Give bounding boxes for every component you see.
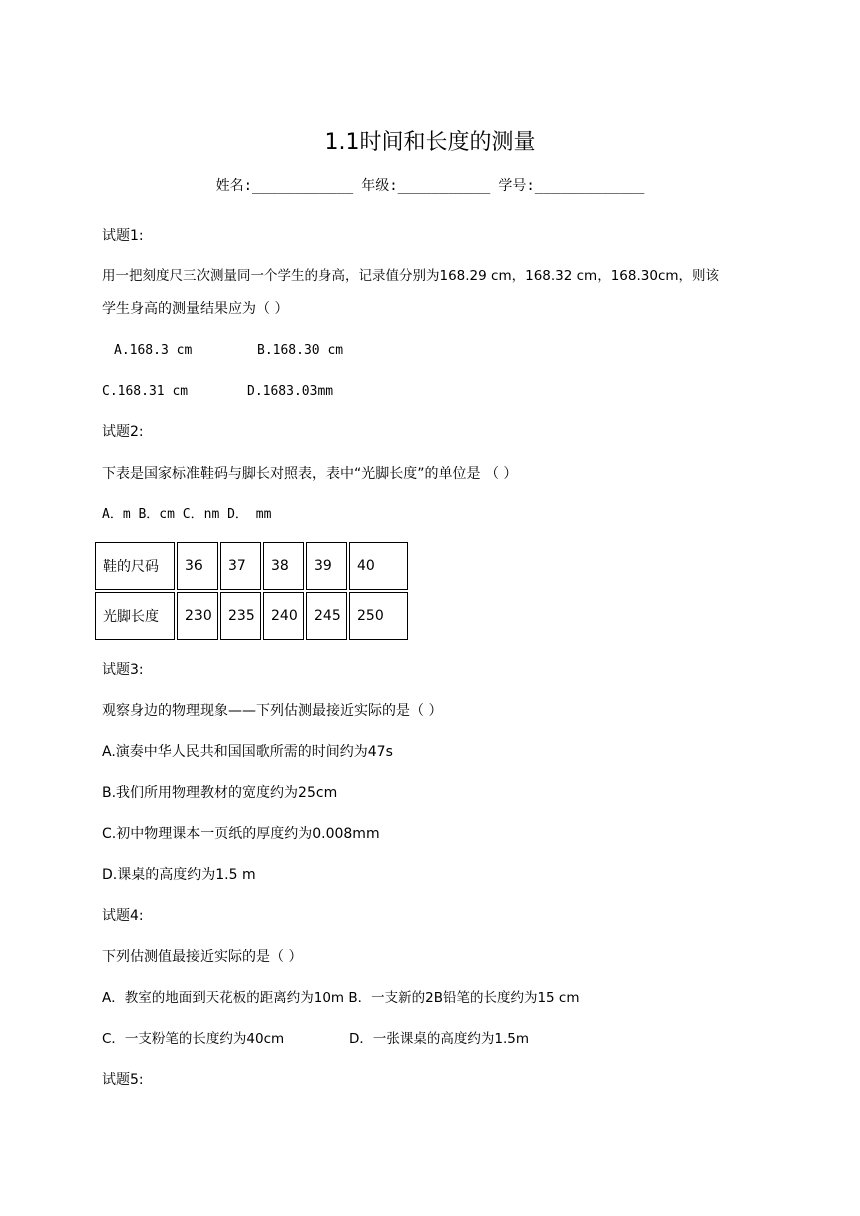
question-1-option-c: C.168.31 cm <box>102 384 189 399</box>
question-2-options: A．m B．cm C．nm D． mm <box>102 507 272 522</box>
question-1-option-a: A.168.3 cm <box>114 343 193 358</box>
question-3-stem: 观察身边的物理现象——下列估测最接近实际的是（ ） <box>102 703 443 719</box>
question-4-stem: 下列估测值最接近实际的是（ ） <box>102 949 303 965</box>
question-1-option-d: D.1683.03mm <box>247 384 334 399</box>
shoe-size-table <box>93 540 410 642</box>
table-cell: 235 <box>220 592 261 640</box>
question-1-stem-line-1: 用一把刻度尺三次测量同一个学生的身高，记录值分别为168.29 cm，168.32 cm，168.30cm，则该 <box>102 268 720 284</box>
table-cell: 39 <box>306 542 347 590</box>
question-4-option-c: C．一支粉笔的长度约为40cm <box>102 1031 285 1047</box>
table-row <box>95 592 408 640</box>
grade-field-label: 年级:___________ <box>361 178 491 194</box>
question-4-options-line-1: A．教室的地面到天花板的距离约为10m B．一支新的2B铅笔的长度约为15 cm <box>102 990 580 1006</box>
question-3-option-b: B.我们所用物理教材的宽度约为25cm <box>102 785 338 801</box>
question-1-header: 试题1: <box>102 228 144 244</box>
student-id-field-label: 学号:_____________ <box>498 178 645 194</box>
table-cell: 鞋的尺码 <box>95 542 175 590</box>
table-cell: 40 <box>349 542 408 590</box>
document-title: 1.1时间和长度的测量 <box>324 130 536 155</box>
name-field-label: 姓名:____________ <box>215 178 354 194</box>
question-2-header: 试题2: <box>102 424 144 440</box>
table-cell: 光脚长度 <box>95 592 175 640</box>
question-3-option-c: C.初中物理课本一页纸的厚度约为0.008mm <box>102 826 380 842</box>
question-1-stem-line-2: 学生身高的测量结果应为（ ） <box>102 301 289 317</box>
question-1-option-b: B.168.30 cm <box>257 343 344 358</box>
table-cell: 245 <box>306 592 347 640</box>
table-cell: 230 <box>177 592 218 640</box>
question-3-option-d: D.课桌的高度约为1.5 m <box>102 867 256 883</box>
question-5-header: 试题5: <box>102 1072 144 1088</box>
student-info-line <box>0 176 860 196</box>
question-3-header: 试题3: <box>102 662 144 678</box>
table-cell: 38 <box>263 542 304 590</box>
question-3-option-a: A.演奏中华人民共和国国歌所需的时间约为47s <box>102 744 393 760</box>
table-cell: 250 <box>349 592 408 640</box>
question-2-stem: 下表是国家标准鞋码与脚长对照表，表中“光脚长度”的单位是 （ ） <box>102 466 518 482</box>
table-cell: 240 <box>263 592 304 640</box>
question-4-option-d: D．一张课桌的高度约为1.5m <box>349 1031 530 1047</box>
table-row <box>95 542 408 590</box>
question-4-header: 试题4: <box>102 908 144 924</box>
table-cell: 37 <box>220 542 261 590</box>
table-cell: 36 <box>177 542 218 590</box>
